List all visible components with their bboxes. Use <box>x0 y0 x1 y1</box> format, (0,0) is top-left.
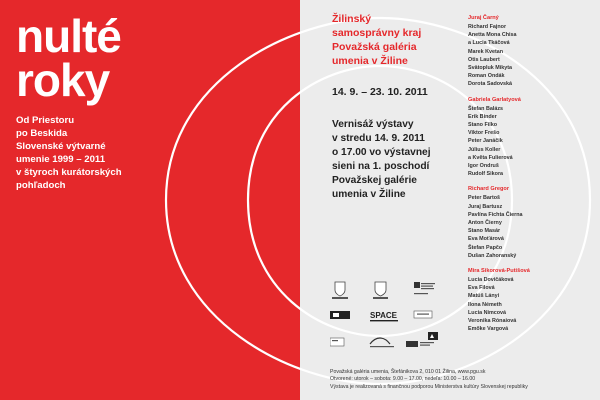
footer-line: Otvorené: utorok – sobota: 9.00 – 17.00, nedeľa: 10.00 – 16.00 <box>330 376 476 383</box>
title-line-1: nulté <box>16 10 121 62</box>
organizer-line: Považská galéria <box>332 41 417 53</box>
footer-info <box>330 369 528 391</box>
coat-of-arms-logo <box>332 282 348 299</box>
artist-name: Svätopluk Mikyta <box>468 65 513 72</box>
artist-name: Stano Masár <box>468 228 501 235</box>
artist-name: Štefan Papčo <box>468 244 503 251</box>
artist-name: Eva Filová <box>468 285 495 292</box>
artist-name: Erik Binder <box>468 113 497 120</box>
artist-name: Lucia Dovičáková <box>468 277 514 284</box>
exhibition-dates: 14. 9. – 23. 10. 2011 <box>332 86 428 98</box>
subtitle-line: umenie 1999 – 2011 <box>16 154 106 165</box>
footer-line: Považská galéria umenia, Štefánikova 2, 010 01 Žilina, www.pgu.sk <box>330 369 486 375</box>
subtitle-line: po Beskida <box>16 128 68 139</box>
artist-name: Juraj Bartusz <box>468 203 503 210</box>
artist-name: Otis Laubert <box>468 56 500 63</box>
artist-name: Anton Čierny <box>468 220 502 227</box>
space-logo <box>370 311 398 321</box>
artist-name: Viktor Frešo <box>468 130 500 137</box>
svg-text:SPACE: SPACE <box>370 311 397 320</box>
partner-logo-4 <box>370 338 394 347</box>
artist-name: Lucia Nimcová <box>468 309 507 316</box>
opening-line: Považskej galérie <box>332 175 417 186</box>
artist-name: Július Koller <box>468 146 501 153</box>
subtitle-line: Slovenské výtvarné <box>16 141 106 152</box>
sponsor-logo-grid <box>330 280 440 354</box>
artist-name: Pavlína Fichta Čierna <box>468 211 523 218</box>
subtitle-line: Od Priestoru <box>16 115 75 126</box>
artist-name: Igor Ondruš <box>468 163 499 170</box>
organizer-block <box>332 12 421 68</box>
partner-logo-3 <box>330 338 344 346</box>
opening-line: o 17.00 vo výstavnej <box>332 147 431 158</box>
curator-group <box>468 14 596 89</box>
partner-logo-6 <box>428 332 438 340</box>
artist-name: Peter Janáčik <box>468 138 503 145</box>
artist-name: Roman Ondák <box>468 73 505 80</box>
organizer-line: umenia v Žiline <box>332 55 408 67</box>
organizer-line: Žilinský <box>332 13 372 25</box>
artist-name: Stano Filko <box>468 122 498 129</box>
gallery-logo <box>414 282 435 294</box>
curator-name: Juraj Čarný <box>468 15 499 21</box>
curator-name: Mira Sikorová-Putišová <box>468 268 530 275</box>
curator-name: Gabriela Garlatyová <box>468 96 521 103</box>
artist-name: Anetta Mona Chisa <box>468 32 517 39</box>
subtitle-line: pohľadoch <box>16 180 66 191</box>
curator-group <box>468 267 596 333</box>
partner-logo-5 <box>406 341 434 347</box>
partner-logo-1 <box>330 311 350 319</box>
artist-name: Richard Fajnor <box>468 24 507 30</box>
opening-line: sieni na 1. poschodí <box>332 161 430 172</box>
artist-name: Dorota Sadovská <box>468 81 513 88</box>
artist-name: Eva Moťárová <box>468 236 504 243</box>
artist-name: Rudolf Sikora <box>468 171 504 178</box>
artist-name: a Lucia Tkáčová <box>468 40 510 47</box>
sponsor-logos <box>330 280 440 354</box>
region-crest-logo <box>373 282 388 299</box>
artist-name: Ilona Németh <box>468 301 502 308</box>
opening-line: umenia v Žiline <box>332 189 406 200</box>
artist-name: Marek Kvetan <box>468 48 504 55</box>
artist-name: Dušan Zahoranský <box>468 252 517 259</box>
artist-name: Peter Bartoš <box>468 195 501 202</box>
opening-info <box>332 118 431 202</box>
artist-list <box>468 14 596 341</box>
title-line-2: roky <box>16 54 110 106</box>
artist-name: Veronika Rónaiová <box>468 318 517 325</box>
curator-name: Richard Gregor <box>468 186 510 193</box>
curator-group <box>468 96 596 179</box>
curator-group <box>468 185 596 260</box>
organizer-line: samosprávny kraj <box>332 27 422 39</box>
artist-name: Emőke Vargová <box>468 326 509 333</box>
artist-name: Matúš Lányi <box>468 293 500 300</box>
subtitle-line: v štyroch kurátorských <box>16 167 122 178</box>
artist-name: Štefan Balázs <box>468 105 504 112</box>
poster-title <box>16 10 121 106</box>
poster-subtitle <box>16 114 122 192</box>
opening-line: Vernisáž výstavy <box>332 119 414 130</box>
partner-logo-2 <box>414 311 432 318</box>
opening-line: v stredu 14. 9. 2011 <box>332 133 425 144</box>
footer-line: Výstava je realizovaná s finančnou podporou Ministerstva kultúry Slovenskej republiky <box>330 383 528 390</box>
artist-name: a Květa Fulierová <box>468 154 513 161</box>
